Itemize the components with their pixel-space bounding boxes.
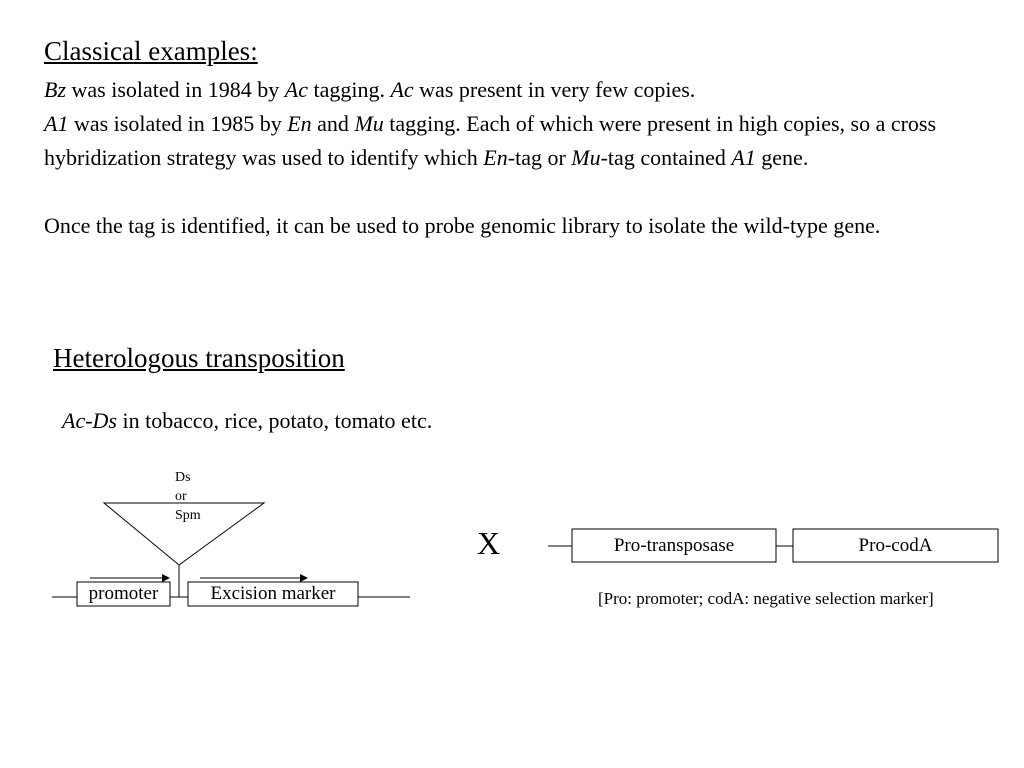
hetero-heading: Heterologous transposition bbox=[53, 343, 345, 373]
promoter-arrowhead bbox=[162, 574, 170, 582]
a1-paragraph: A1 was isolated in 1985 by En and Mu tagging. Each of which were present in high copies, so a cross hybridization strategy was used to identify which En-tag or Mu-tag contained A1 gene. bbox=[44, 111, 937, 170]
pro-transposase-label: Pro-transposase bbox=[613, 534, 735, 556]
ac-ds-line: Ac-Ds in tobacco, rice, potato, tomato etc. bbox=[62, 408, 433, 433]
excision-marker-label: Excision marker bbox=[210, 583, 336, 604]
probe-paragraph: Once the tag is identified, it can be used to probe genomic library to isolate the wild-type gene. bbox=[44, 213, 881, 238]
bz-line: Bz was isolated in 1984 by Ac tagging. Ac was present in very few copies. bbox=[44, 77, 696, 102]
transposon-label: Ds or Spm bbox=[175, 470, 201, 523]
pro-coda-label: Pro-codA bbox=[858, 534, 933, 556]
promoter-label: promoter bbox=[88, 583, 159, 604]
classical-heading: Classical examples: bbox=[44, 36, 258, 66]
legend-note: [Pro: promoter; codA: negative selection marker] bbox=[598, 589, 934, 608]
excision-arrowhead bbox=[300, 574, 308, 582]
cross-symbol: X bbox=[477, 525, 501, 561]
